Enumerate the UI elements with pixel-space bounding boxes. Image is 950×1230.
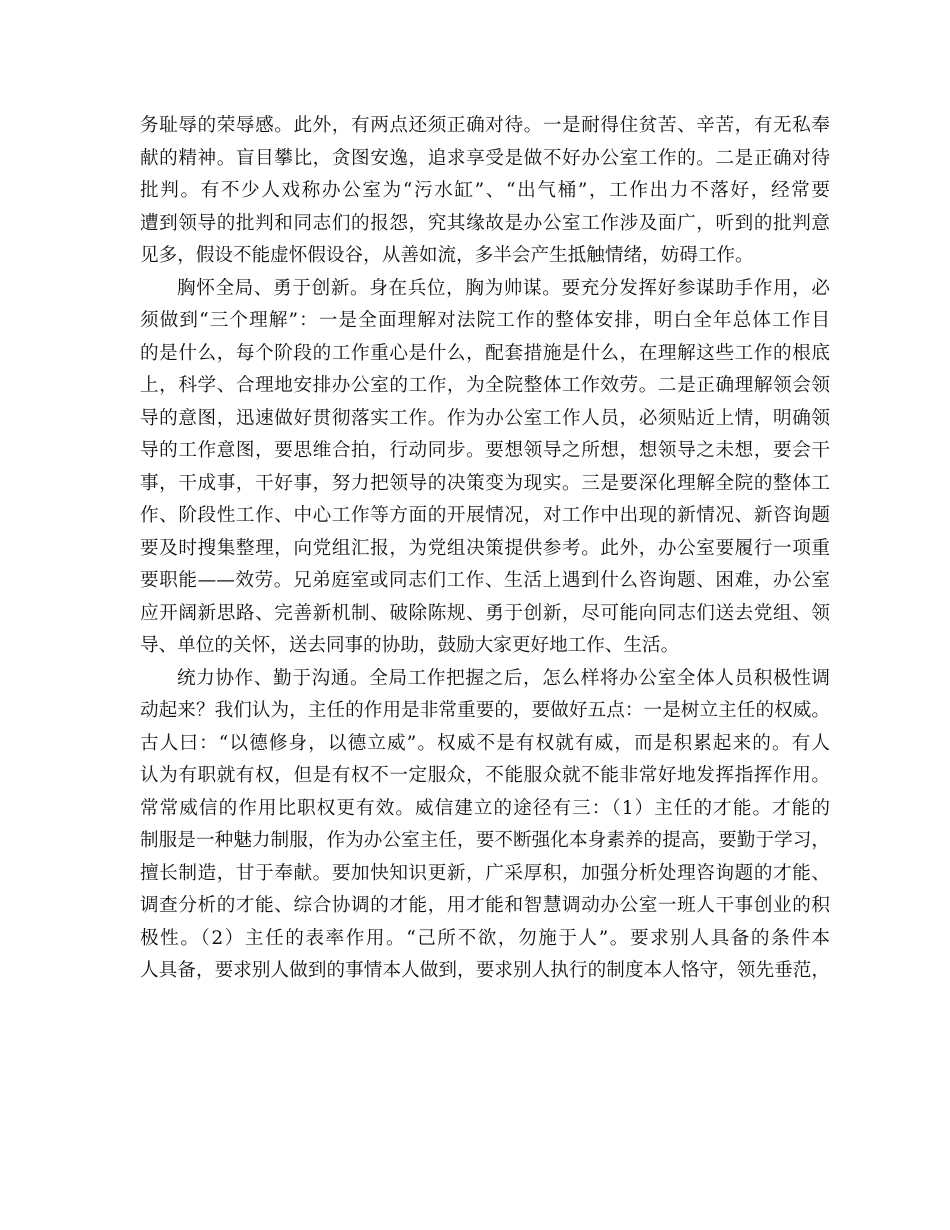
- text-line: 要职能——效劳。兄弟庭室或同志们工作、生活上遇到什么咨询题、困难，办公室: [140, 570, 830, 591]
- text-line: 须做到“三个理解”：一是全面理解对法院工作的整体安排，明白全年总体工作目: [140, 310, 830, 331]
- text-line: 导的工作意图，要思维合拍，行动同步。要想领导之所想，想领导之未想，要会干: [140, 440, 830, 461]
- paragraph-3: [140, 663, 830, 988]
- text-line: 导、单位的关怀，送去同事的协助，鼓励大家更好地工作、生活。: [140, 635, 680, 656]
- text-line: 作、阶段性工作、中心工作等方面的开展情况，对工作中出现的新情况、新咨询题: [140, 505, 830, 526]
- text-line: 常常威信的作用比职权更有效。威信建立的途径有三：（1）主任的才能。才能的: [140, 797, 830, 819]
- text-line: 的是什么，每个阶段的工作重心是什么，配套措施是什么，在理解这些工作的根底: [140, 342, 830, 364]
- paragraph-1: [140, 110, 830, 273]
- text-line: 要及时搜集整理，向党组汇报，为党组决策提供参考。此外，办公室要履行一项重: [140, 537, 830, 559]
- text-line: 批判。有不少人戏称办公室为“污水缸”、“出气桶”，工作出力不落好，经常要: [140, 180, 830, 201]
- text-line: 擅长制造，甘于奉献。要加快知识更新，广采厚积，加强分析处理咨询题的才能、: [140, 862, 830, 884]
- text-line: 制服是一种魅力制服，作为办公室主任，要不断强化本身素养的提高，要勤于学习，: [140, 830, 830, 851]
- text-line: 导的意图，迅速做好贯彻落实工作。作为办公室工作人员，必须贴近上情，明确领: [140, 407, 830, 429]
- text-line: 见多，假设不能虚怀假设谷，从善如流，多半会产生抵触情绪，妨碍工作。: [140, 245, 754, 266]
- document-body: [140, 110, 830, 988]
- text-line: 认为有职就有权，但是有权不一定服众，不能服众就不能非常好地发挥指挥作用。: [140, 765, 830, 786]
- text-line: 调查分析的才能、综合协调的才能，用才能和智慧调动办公室一班人干事创业的积: [140, 895, 830, 916]
- text-line: 上，科学、合理地安排办公室的工作，为全院整体工作效劳。二是正确理解领会领: [140, 375, 830, 396]
- text-line: 人具备，要求别人做到的事情本人做到，要求别人执行的制度本人恪守，领先垂范，: [140, 960, 830, 981]
- text-line: 务耻辱的荣辱感。此外，有两点还须正确对待。一是耐得住贫苦、辛苦，有无私奉: [140, 115, 830, 136]
- text-line: 动起来？我们认为，主任的作用是非常重要的，要做好五点：一是树立主任的权威。: [140, 700, 830, 721]
- text-line: 遭到领导的批判和同志们的报怨，究其缘故是办公室工作涉及面广，听到的批判意: [140, 212, 830, 234]
- text-line: 应开阔新思路、完善新机制、破除陈规、勇于创新，尽可能向同志们送去党组、领: [140, 602, 830, 624]
- text-line: 献的精神。盲目攀比，贪图安逸，追求享受是做不好办公室工作的。二是正确对待: [140, 147, 830, 169]
- text-line: 古人曰：“以德修身，以德立威”。权威不是有权就有威，而是积累起来的。有人: [140, 732, 830, 754]
- text-line: 事，干成事，干好事，努力把领导的决策变为现实。三是要深化理解全院的整体工: [140, 472, 830, 494]
- text-line: 统力协作、勤于沟通。全局工作把握之后，怎么样将办公室全体人员积极性调: [177, 667, 830, 689]
- text-line: 胸怀全局、勇于创新。身在兵位，胸为帅谋。要充分发挥好参谋助手作用，必: [177, 277, 830, 299]
- paragraph-2: [140, 273, 830, 663]
- text-line: 极性。（2）主任的表率作用。“己所不欲，勿施于人”。要求别人具备的条件本: [140, 927, 830, 949]
